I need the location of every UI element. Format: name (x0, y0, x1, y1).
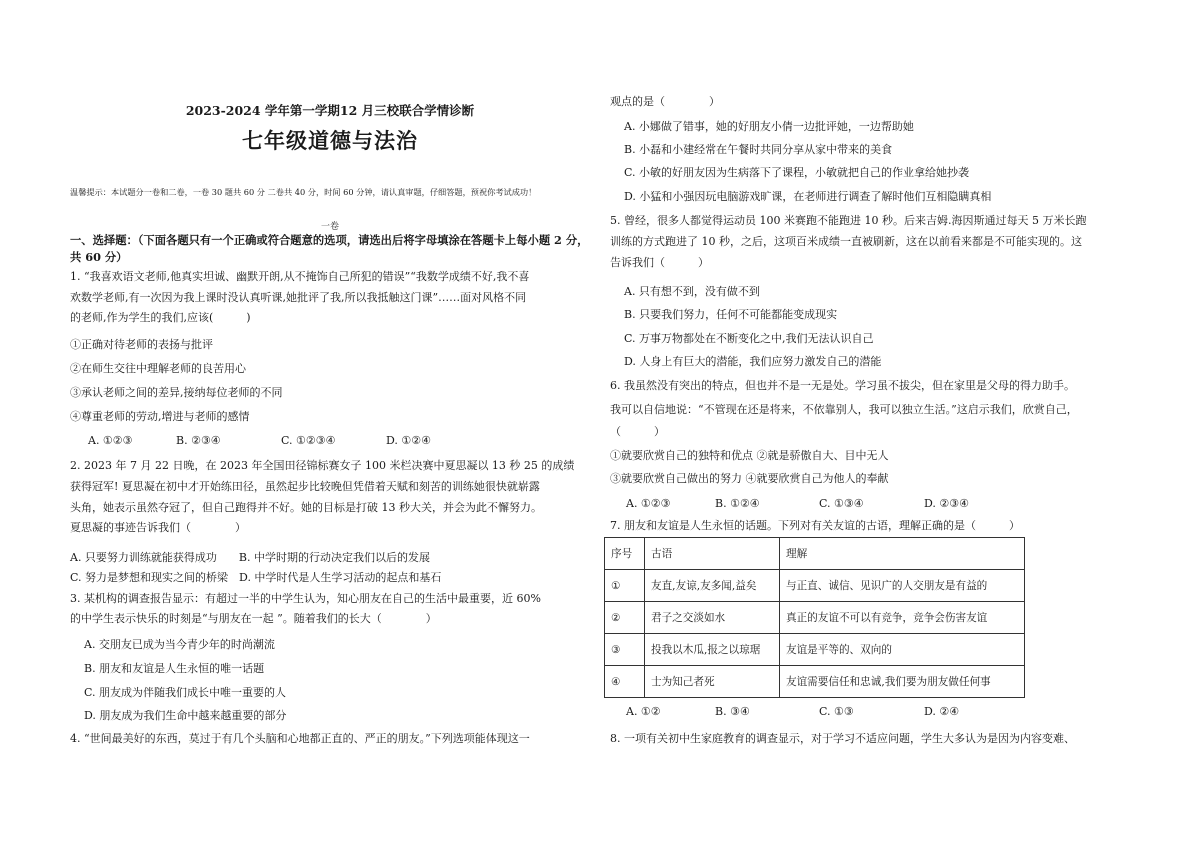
q6-option-d: D. ②③④ (924, 497, 970, 510)
q7-option-a: A. ①② (626, 705, 661, 718)
table-cell: 君子之交淡如水 (645, 602, 780, 634)
table-cell: 友直,友谅,友多闻,益矣 (645, 570, 780, 602)
table-row (605, 634, 1025, 666)
q7-option-d: D. ②④ (924, 705, 960, 718)
q6-statements-34: ③就要欣赏自己做出的努力 ④就要欣赏自己为他人的奉献 (610, 472, 889, 485)
q4-line1: 4. “世间最美好的东西，莫过于有几个头脑和心地都正直的、严正的朋友。”下列选项能体现这一 (70, 732, 530, 745)
q4-option-d: D. 小猛和小强因玩电脑游戏旷课，在老师进行调查了解时他们互相隐瞒真相 (624, 190, 992, 203)
q5-option-a: A. 只有想不到，没有做不到 (624, 285, 760, 298)
q5-line2: 训练的方式跑进了 10 秒，之后，这项百米成绩一直被刷新，这在以前看来都是不可能实现的。这 (610, 235, 1082, 248)
q2-line1: 2. 2023 年 7 月 22 日晚，在 2023 年全国田径锦标赛女子 100 米栏决赛中夏思凝以 13 秒 25 的成绩 (70, 459, 575, 472)
q1-option-a: A. ①②③ (88, 434, 133, 447)
table-cell: 与正直、诚信、见识广的人交朋友是有益的 (780, 570, 1025, 602)
q8-line1: 8. 一项有关初中生家庭教育的调查显示，对于学习不适应问题，学生大多认为是因为内容变难、 (610, 732, 1075, 745)
q1-statement-1: ①正确对待老师的表扬与批评 (70, 338, 213, 351)
q3-option-d: D. 朋友成为我们生命中越来越重要的部分 (84, 709, 287, 722)
q7-option-b: B. ③④ (715, 705, 750, 718)
q3-line1: 3. 某机构的调查报告显示：有超过一半的中学生认为，知心朋友在自己的生活中最重要，近 60% (70, 592, 541, 605)
table-row (605, 602, 1025, 634)
q7-option-c: C. ①③ (819, 705, 854, 718)
q1-line2: 欢数学老师,有一次因为我上课时没认真听课,她批评了我,所以我抵触这门课”……面对风格不同 (70, 291, 527, 304)
q5-line1: 5. 曾经，很多人都觉得运动员 100 米赛跑不能跑进 10 秒。后来吉姆.海因斯通过每天 5 万米长跑 (610, 214, 1087, 227)
q6-line2: 我可以自信地说：“不管现在还是将来，不依靠别人，我可以独立生活。”这启示我们，欣赏自己， (610, 403, 1078, 416)
table-header-cell: 序号 (605, 538, 645, 570)
q4-option-c: C. 小敏的好朋友因为生病落下了课程，小敏就把自己的作业拿给她抄袭 (624, 166, 970, 179)
q3-line2: 的中学生表示快乐的时刻是“与朋友在一起 ”。随着我们的长大（ ） (70, 612, 437, 625)
table-header-cell: 理解 (780, 538, 1025, 570)
table-header-row (605, 538, 1025, 570)
q1-statement-4: ④尊重老师的劳动,增进与老师的感情 (70, 410, 250, 423)
q7-proverb-table (604, 537, 1025, 698)
table-header-cell: 古语 (645, 538, 780, 570)
q3-option-a: A. 交朋友已成为当今青少年的时尚潮流 (84, 638, 275, 651)
q2-line2: 获得冠军! 夏思凝在初中才开始练田径，虽然起步比较晚但凭借着天赋和刻苦的训练她很快就崭露 (70, 480, 540, 493)
subject-title: 七年级道德与法治 (242, 128, 418, 153)
table-cell: ① (605, 570, 645, 602)
q1-line1: 1. “我喜欢语文老师,他真实坦诚、幽默开朗,从不掩饰自己所犯的错误”“我数学成绩不好,我不喜 (70, 270, 530, 283)
q1-statement-2: ②在师生交往中理解老师的良苦用心 (70, 362, 246, 375)
q6-line3: （ ） (610, 425, 665, 438)
table-cell: ② (605, 602, 645, 634)
q6-option-b: B. ①②④ (715, 497, 760, 510)
q2-options-cd: C. 努力是梦想和现实之间的桥梁 D. 中学时代是人生学习活动的起点和基石 (70, 571, 442, 584)
q1-statement-3: ③承认老师之间的差异,接纳每位老师的不同 (70, 386, 283, 399)
exam-tip: 温馨提示：本试题分一卷和二卷，一卷 30 题共 60 分 二卷共 40 分，时间 60 分钟，请认真审题，仔细答题，预祝你考试成功！ (70, 187, 537, 197)
table-cell: 真正的友谊不可以有竞争，竞争会伤害友谊 (780, 602, 1025, 634)
q7-line1: 7. 朋友和友谊是人生永恒的话题。下列对有关友谊的古语，理解正确的是（ ） (610, 519, 1020, 532)
table-row (605, 570, 1025, 602)
q1-option-b: B. ②③④ (176, 434, 221, 447)
q5-option-c: C. 万事万物都处在不断变化之中,我们无法认识自己 (624, 332, 874, 345)
q3-option-c: C. 朋友成为伴随我们成长中唯一重要的人 (84, 686, 287, 699)
q6-statements-12: ①就要欣赏自己的独特和优点 ②就是骄傲自大、目中无人 (610, 449, 889, 462)
volume-label: 一卷 (320, 222, 339, 232)
q5-option-d: D. 人身上有巨大的潜能，我们应努力激发自己的潜能 (624, 355, 882, 368)
table-cell: 投我以木瓜,报之以琼琚 (645, 634, 780, 666)
q1-line3: 的老师,作为学生的我们,应该( ) (70, 311, 251, 324)
table-cell: 友谊需要信任和忠诚,我们要为朋友做任何事 (780, 666, 1025, 698)
table-cell: ③ (605, 634, 645, 666)
table-cell: ④ (605, 666, 645, 698)
q2-options-ab: A. 只要努力训练就能获得成功 B. 中学时期的行动决定我们以后的发展 (70, 551, 431, 564)
table-cell: 士为知己者死 (645, 666, 780, 698)
table-row (605, 666, 1025, 698)
exam-title: 2023-2024 学年第一学期12 月三校联合学情诊断 (185, 103, 475, 118)
q6-option-c: C. ①③④ (819, 497, 864, 510)
q4-option-b: B. 小磊和小建经常在午餐时共同分享从家中带来的美食 (624, 143, 893, 156)
q5-line3: 告诉我们（ ） (610, 256, 709, 269)
q1-option-d: D. ①②④ (386, 434, 432, 447)
q6-line1: 6. 我虽然没有突出的特点，但也并不是一无是处。学习虽不拔尖，但在家里是父母的得力助手。 (610, 379, 1075, 392)
q3-option-b: B. 朋友和友谊是人生永恒的唯一话题 (84, 662, 265, 675)
q2-line4: 夏思凝的事迹告诉我们（ ） (70, 521, 246, 534)
q6-option-a: A. ①②③ (626, 497, 671, 510)
q4-line2: 观点的是（ ） (610, 95, 720, 108)
table-cell: 友谊是平等的、双向的 (780, 634, 1025, 666)
q5-option-b: B. 只要我们努力，任何不可能都能变成现实 (624, 308, 838, 321)
q2-line3: 头角，她表示虽然夺冠了，但自己跑得并不好。她的目标是打破 13 秒大关，并会为此不懈努力。 (70, 501, 542, 514)
q1-option-c: C. ①②③④ (281, 434, 336, 447)
q4-option-a: A. 小娜做了错事，她的好朋友小倩一边批评她，一边帮助她 (624, 120, 914, 133)
section-heading: 一、选择题：（下面各题只有一个正确或符合题意的选项，请选出后将字母填涂在答题卡上每小题 2 分，共 60 分） (70, 233, 589, 264)
